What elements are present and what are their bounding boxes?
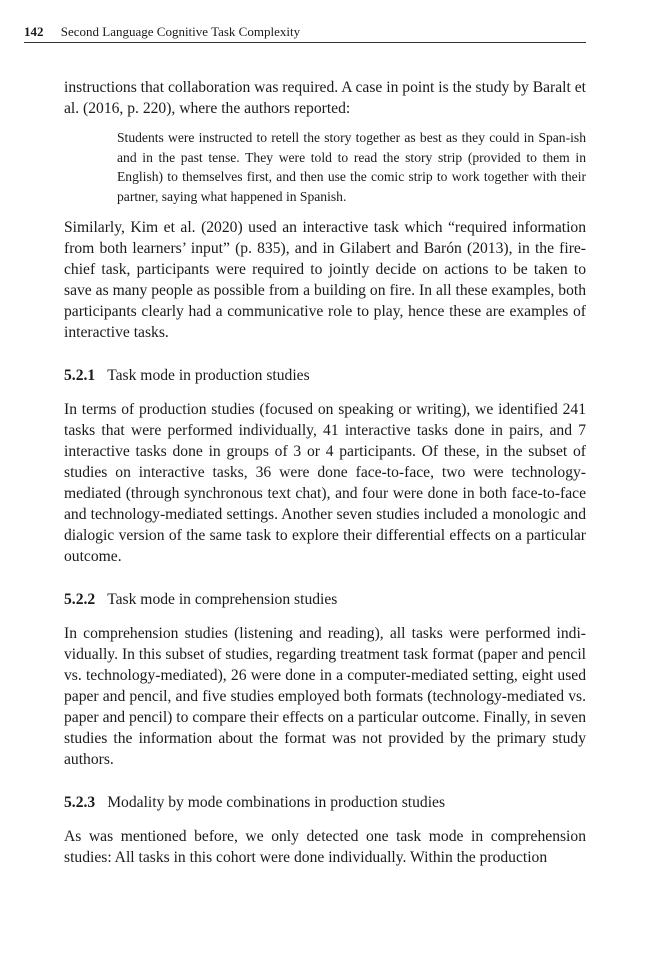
page-body — [64, 77, 586, 868]
section-title: Task mode in production studies — [107, 367, 310, 384]
section-number: 5.2.1 — [64, 367, 96, 384]
section-heading-5-2-1 — [64, 365, 586, 386]
paragraph-1: instructions that collaboration was required. A case in point is the study by Baralt et al. (2016, p. 220), where the authors reported: — [64, 79, 586, 117]
page-number: 142 — [24, 24, 44, 39]
paragraph-3: In terms of production studies (focused on speaking or writing), we identified 241 tasks that were performed individually, 41 interactive tasks done in pairs, and 7 interactive tasks done in groups of 3 or 4 participants. Of these, in the subset of studies on interactive tasks, 36 were done face-to-face, two were technology-mediated (through synchronous text chat), and four were done in both face-to-face and technology-mediated settings. Another seven studies included a monologic and dialogic version of the same task to explore their differential effects on a particular outcome. — [64, 401, 586, 565]
section-number: 5.2.3 — [64, 794, 96, 811]
section-heading-5-2-3 — [64, 792, 586, 813]
running-header — [24, 22, 586, 43]
paragraph-4: In comprehension studies (listening and reading), all tasks were performed indi-vidually. In this subset of studies, regarding treatment task format (paper and pencil vs. technology-mediated), 26 were done in a computer-mediated setting, eight used paper and pencil, and five studies employed both formats (technology-mediated vs. paper and pencil) to compare their effects on a particular outcome. Finally, in seven studies the information about the format was not provided by the primary study authors. — [64, 625, 586, 768]
running-title: Second Language Cognitive Task Complexity — [60, 24, 301, 39]
paragraph-5: As was mentioned before, we only detected one task mode in comprehension studies: All tasks in this cohort were done individually. Within the production — [64, 828, 586, 866]
section-number: 5.2.2 — [64, 591, 96, 608]
section-title: Task mode in comprehension studies — [107, 591, 338, 608]
section-title: Modality by mode combinations in production studies — [107, 794, 446, 811]
block-quote: Students were instructed to retell the story together as best as they could in Span-ish and in the past tense. They were told to read the story strip (provided to them in English) to themselves first, and then use the comic strip to work together with their partner, saying what happened in Spanish. — [117, 130, 586, 204]
paragraph-2: Similarly, Kim et al. (2020) used an interactive task which “required information from both learners’ input” (p. 835), and in Gilabert and Barón (2013), in the fire-chief task, participants were required to jointly decide on actions to be taken to save as many people as possible from a building on fire. In all these examples, both participants clearly had a communicative role to play, hence these are examples of interactive tasks. — [64, 219, 586, 341]
section-heading-5-2-2 — [64, 589, 586, 610]
